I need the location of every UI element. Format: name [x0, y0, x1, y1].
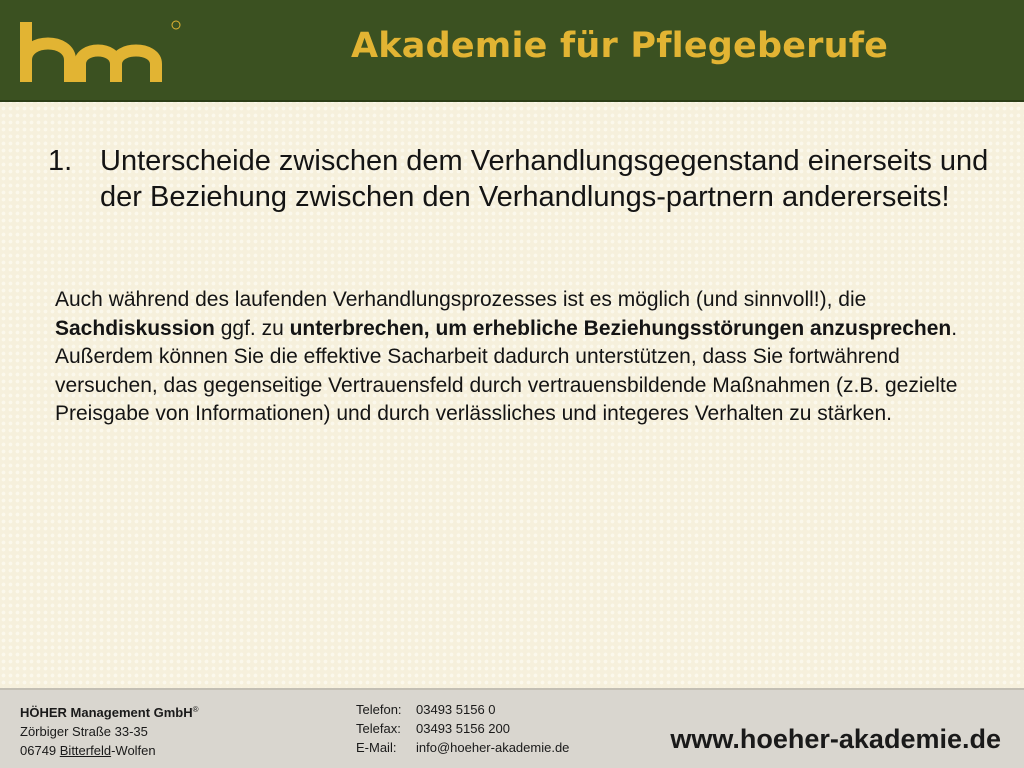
contact-info [356, 700, 569, 757]
company-name: HÖHER Management GmbH [20, 705, 193, 720]
company-zip: 06749 [20, 743, 60, 758]
company-city-rest: -Wolfen [111, 743, 156, 758]
registered-mark: ® [192, 705, 199, 714]
company-city: Bitterfeld [59, 743, 112, 758]
answer-bold-1: Sachdiskussion [55, 316, 215, 340]
academy-title: Akademie für Pflegeberufe [351, 26, 889, 66]
answer-bold-2: unterbrechen, um erhebliche Beziehungsstörungen anzusprechen [289, 316, 952, 340]
email-label: E-Mail: [356, 740, 397, 755]
answer-text-2: ggf. zu [214, 316, 290, 340]
answer-text-3: . Außerdem können Sie die effektive Sacharbeit dadurch unterstützen, dass Sie fortwährend versuchen, das gegenseitige Vertrauensfeld durch vertrauensbildende Maßnahmen (z.B. gezielte Preisgabe von Informationen) und durch verlässliches und integeres Verhalten zu stärken. [55, 316, 958, 425]
question-item [48, 143, 998, 215]
phone-number: 03493 5156 0 [416, 702, 496, 717]
phone-label: Telefon: [356, 702, 402, 717]
question-number: 1. [48, 145, 73, 177]
website-link[interactable]: www.hoeher-akademie.de [670, 724, 1001, 754]
hm-logo-icon [18, 20, 182, 84]
fax-label: Telefax: [356, 721, 401, 736]
email-address: info@hoeher-akademie.de [416, 740, 570, 755]
header-bar [0, 0, 1024, 102]
answer-paragraph [55, 286, 995, 429]
footer-bar [0, 688, 1024, 768]
company-street: Zörbiger Straße 33-35 [20, 724, 148, 739]
question-text: Unterscheide zwischen dem Verhandlungsgegenstand einerseits und der Beziehung zwischen den Verhandlungs-partnern andererseits! [100, 145, 989, 213]
fax-number: 03493 5156 200 [416, 721, 510, 736]
answer-text-1: Auch während des laufenden Verhandlungsprozesses ist es möglich (und sinnvoll!), die [55, 288, 867, 311]
company-address [20, 700, 199, 760]
